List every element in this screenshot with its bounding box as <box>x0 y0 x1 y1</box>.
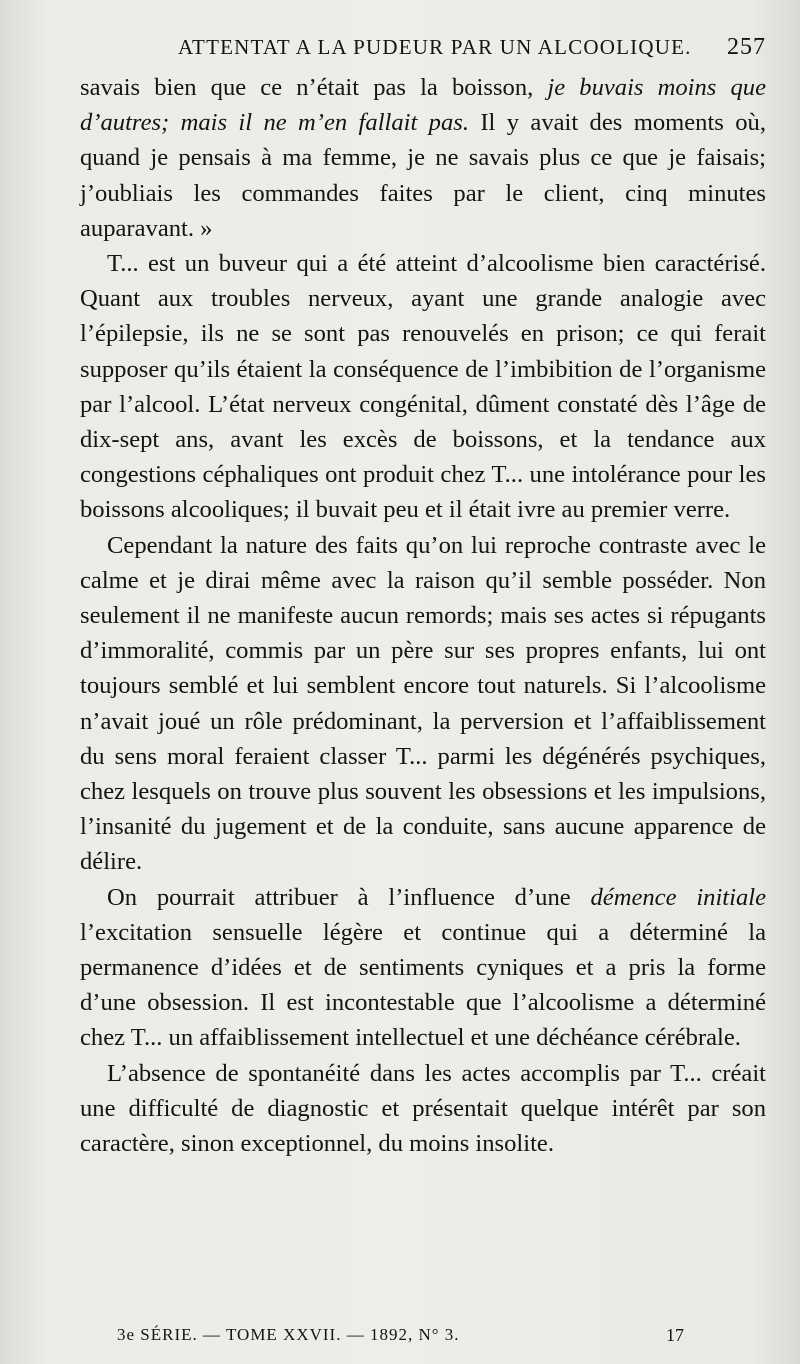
paragraph-4 <box>80 880 766 1056</box>
page-footer <box>80 1320 766 1350</box>
printer-signature-mark: 17 <box>666 1324 684 1345</box>
page-number: 257 <box>727 33 766 60</box>
page-header <box>80 30 766 64</box>
paragraph-1-text-end: Il y avait des moments où, quand je pensais à ma femme, je ne savais plus ce que je faisais; j’oubliais les commandes faites par le client, cinq minutes auparavant. » <box>80 109 766 242</box>
page-body <box>80 70 766 1161</box>
paragraph-1 <box>80 70 766 246</box>
running-title: ATTENTAT A LA PUDEUR PAR UN ALCOOLIQUE. <box>178 34 692 59</box>
paragraph-1-italic-quote: je buvais moins que d’autres; mais il ne m’en fallait pas. <box>80 74 766 137</box>
paragraph-4-text-start: On pourrait attribuer à l’influence d’une <box>107 883 591 911</box>
paragraph-2: T... est un buveur qui a été atteint d’alcoolisme bien caractérisé. Quant aux troubles nerveux, ayant une grande analogie avec l’épilepsie, ils ne se sont pas renouvelés en prison; ce qui ferait supposer qu’ils étaient la conséquence de l’imbibition de l’organisme par l’alcool. L’état nerveux congénital, dûment constaté dès l’âge de dix-sept ans, avant les excès de boissons, et la tendance aux congestions céphaliques ont produit chez T... une intolérance pour les boissons alcooliques; il buvait peu et il était ivre au premier verre. <box>80 250 766 524</box>
paragraph-4-text-end: l’excitation sensuelle légère et continue qui a déterminé la permanence d’idées et de sentiments cyniques et a pris la forme d’une obsession. Il est incontestable que l’alcoolisme a déterminé chez T... un affaiblissement intellectuel et une déchéance cérébrale. <box>80 918 766 1052</box>
paragraph-4-italic-term: démence initiale <box>590 883 766 911</box>
paragraph-1-text-start: savais bien que ce n’était pas la boisson, <box>80 74 548 101</box>
paragraph-3: Cependant la nature des faits qu’on lui reproche contraste avec le calme et je dirai même avec la raison qu’il semble posséder. Non seulement il ne manifeste aucun remords; mais ses actes si répugants d’immoralité, commis par un père sur ses propres enfants, lui ont toujours semblé et lui semblent encore tout naturels. Si l’alcoolisme n’avait joué un rôle prédominant, la perversion et l’affaiblissement du sens moral feraient classer T... parmi les dégénérés psychiques, chez lesquels on trouve plus souvent les obsessions et les impulsions, l’insanité du jugement et de la conduite, sans aucune apparence de délire. <box>80 531 766 876</box>
series-volume-line: 3e SÉRIE. — TOME XXVII. — 1892, N° 3. <box>117 1325 460 1344</box>
paragraph-5: L’absence de spontanéité dans les actes accomplis par T... créait une difficulté de diagnostic et présentait quelque intérêt par son caractère, sinon exceptionnel, du moins insolite. <box>80 1059 766 1158</box>
